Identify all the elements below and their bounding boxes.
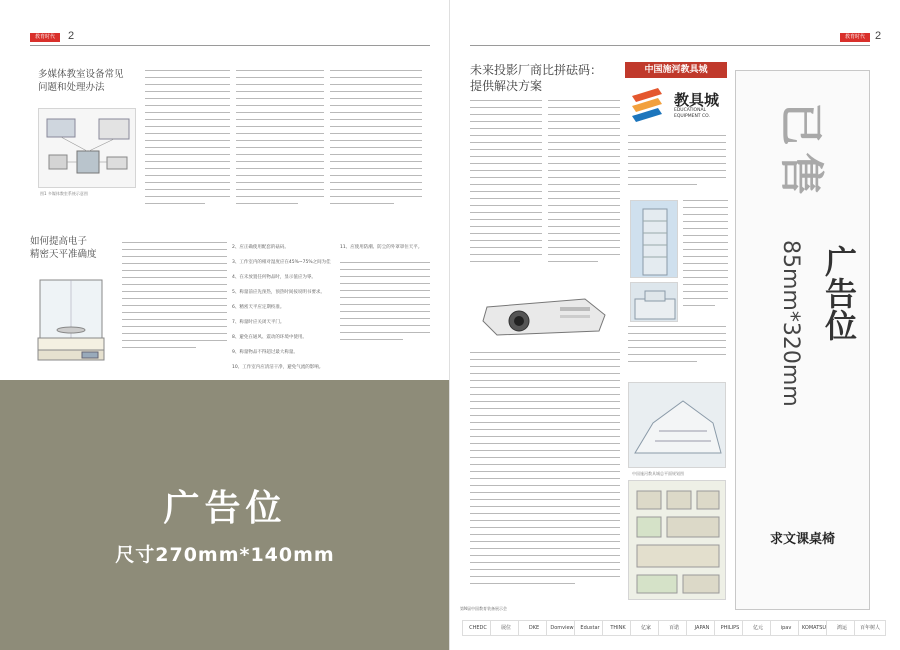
- article-title: 未来投影厂商比拼砝码： 提供解决方案: [470, 63, 603, 93]
- list-item: 11、应使用防潮、防尘的外罩罩住天平。: [340, 245, 423, 250]
- sponsor-logo[interactable]: 亿元: [742, 620, 774, 636]
- sponsor-logo[interactable]: 鸿运: [826, 620, 858, 636]
- list-item: 2、应正确使用配套的砝码。: [232, 245, 289, 250]
- header-rule: [470, 45, 870, 46]
- building-photo-low: [630, 282, 678, 322]
- ad-column-size: 85mm*320mm: [778, 240, 803, 407]
- sponsor-logo[interactable]: Edustar: [574, 620, 606, 636]
- sponsor-logo[interactable]: JAPAN: [686, 620, 718, 636]
- sponsor-logo[interactable]: Domview: [546, 620, 578, 636]
- sponsor-logo[interactable]: 展位: [490, 620, 522, 636]
- body-text-col1: [145, 70, 230, 230]
- classroom-diagram: [38, 108, 136, 188]
- list-item: 4、在未放置任何物品时，显示值应为零。: [232, 275, 316, 280]
- figure-caption: 图1 多媒体教室系统示意图: [40, 191, 88, 196]
- header-rule: [30, 45, 430, 46]
- sponsor-logo[interactable]: 亿家: [630, 620, 662, 636]
- sponsor-logo[interactable]: 百年树人: [854, 620, 886, 636]
- sponsor-logo[interactable]: ipav: [770, 620, 802, 636]
- body-text-col2: [236, 70, 324, 230]
- ad-column-label: 广告位: [820, 245, 858, 341]
- sponsor-logo[interactable]: KOMATSU: [798, 620, 830, 636]
- section-title-balance: 如何提高电子 精密天平准确度: [30, 236, 97, 260]
- company-banner: 中国施河教具城: [625, 62, 727, 78]
- article-text-col2: [548, 100, 620, 290]
- site-plan-image: [628, 480, 726, 600]
- sold-stamp: 已售: [775, 102, 827, 202]
- ad-column-footer: 求文课桌椅: [769, 532, 835, 547]
- sponsor-logo[interactable]: DKE: [518, 620, 550, 636]
- sponsor-logo[interactable]: PHILIPS: [714, 620, 746, 636]
- logo-stripes-icon: [628, 84, 668, 124]
- page-number: 2: [875, 30, 882, 42]
- body-text-col3: [330, 70, 422, 230]
- page-tag: 教育时代: [840, 33, 870, 42]
- body-text-balance: [122, 242, 227, 367]
- sponsor-logo[interactable]: THINK: [602, 620, 634, 636]
- article-text-bottom: [470, 352, 620, 602]
- body-text-col4: [340, 262, 430, 362]
- list-item: 10、工作室内应清洁干净，避免气流的影响。: [232, 365, 324, 370]
- ad-size: 尺寸270mm*140mm: [115, 544, 335, 566]
- building-photo-tower: [630, 200, 678, 278]
- company-text-side: [683, 200, 728, 320]
- list-item: 7、称量时应关闭天平门。: [232, 320, 285, 325]
- page-tag: 教育时代: [30, 33, 60, 42]
- page-number: 2: [68, 30, 75, 42]
- sponsor-logo[interactable]: CHEDC: [462, 620, 494, 636]
- list-item: 6、精密天平应定期校准。: [232, 305, 285, 310]
- list-item: 5、称量前应先预热，预热时间按说明书要求。: [232, 290, 325, 295]
- company-intro-text: [628, 135, 726, 197]
- section-title-multimedia: 多媒体教室设备常见 问题和处理办法: [38, 69, 124, 93]
- article-text-col1: [470, 100, 542, 290]
- list-item: 8、避免在通风、震动的环境中使用。: [232, 335, 307, 340]
- ad-title: 广告位: [163, 488, 287, 529]
- list-item: 3、工作室内的相对湿度应在45%~75%之间为佳: [232, 260, 331, 265]
- balance-image: [30, 268, 115, 368]
- projector-image: [475, 285, 615, 343]
- list-item: 9、称量物品不得超过最大称量。: [232, 350, 298, 355]
- logo-en: EDUCATIONAL EQUIPMENT CO.: [674, 108, 710, 119]
- sponsor-logo[interactable]: 百诺: [658, 620, 690, 636]
- building-photo-wide: [628, 382, 726, 468]
- sponsor-caption: 第N届中国教育装备展示会: [460, 606, 507, 611]
- plan-caption: 中国施河教具城总平面规划图: [632, 471, 684, 476]
- company-text-mid: [628, 326, 726, 378]
- logo-cn: 教具城: [674, 91, 720, 109]
